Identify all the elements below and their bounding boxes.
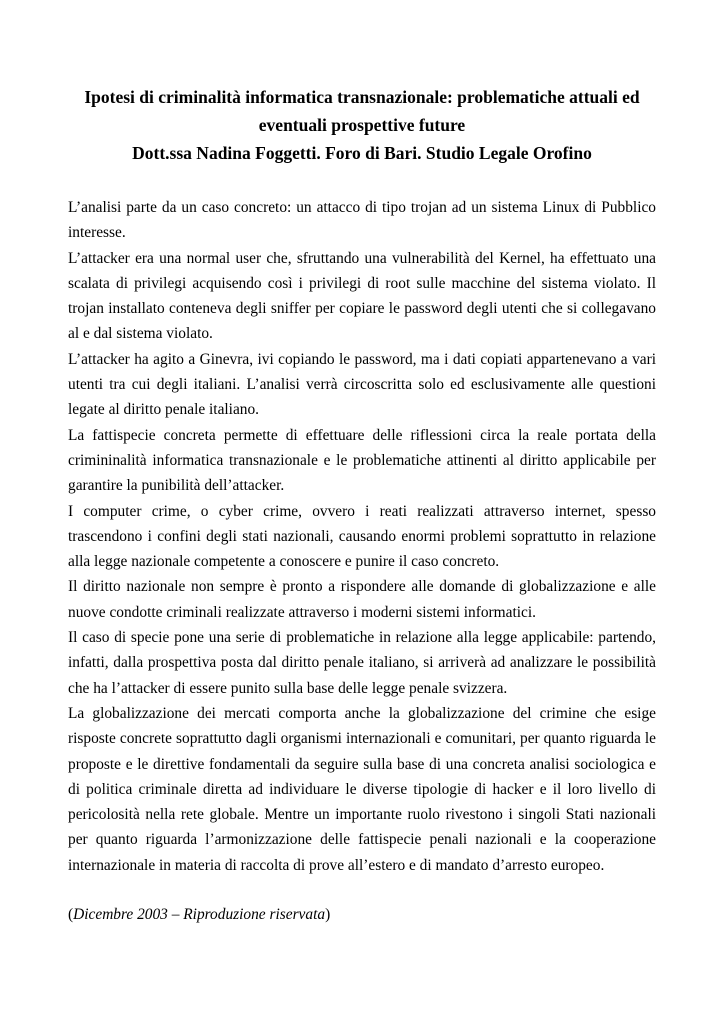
date-open-paren: ( bbox=[68, 906, 74, 923]
body-text bbox=[68, 195, 656, 878]
paragraph-4: La fattispecie concreta permette di effettuare delle riflessioni circa la reale portata della crimininalità informatica transnazionale e le problematiche attinenti al diritto applicabile per garantire la punibilità dell’attacker. bbox=[68, 426, 656, 495]
author-line: Dott.ssa Nadina Foggetti. Foro di Bari. Studio Legale Orofino bbox=[132, 143, 592, 163]
date-close-paren: ) bbox=[325, 906, 331, 923]
paragraph-7: Il caso di specie pone una serie di problematiche in relazione alla legge applicabile: partendo, infatti, dalla prospettiva posta dal diritto penale italiano, si arriverà ad analizzare le possibilità che ha l’attacker di essere punito sulla base delle legge penale svizzera. bbox=[68, 629, 656, 697]
paragraph-2: L’attacker era una normal user che, sfruttando una vulnerabilità del Kernel, ha effettuato una scalata di privilegi acquisendo così i privilegi di root sulle macchine del sistema violato. Il trojan installato conteneva degli sniffer per copiare le password degli utenti che si collegavano al e dal sistema violato. bbox=[68, 249, 656, 343]
paragraph-8: La globalizzazione dei mercati comporta anche la globalizzazione del crimine che esige risposte concrete soprattutto dagli organismi internazionali e comunitari, per quanto riguarda le proposte e le direttive fondamentali da seguire sulla base di una concreta analisi sociologica e di politica criminale diretta ad individuare le diverse tipologie di hacker e il loro livello di pericolosità nella rete globale. Mentre un importante ruolo rivestono i singoli Stati nazionali per quanto riguarda l’armonizzazione delle fattispecie penali nazionali e la cooperazione internazionale in materia di raccolta di prove all’estero e di mandato d’arresto europeo. bbox=[68, 704, 656, 874]
paragraph-6: Il diritto nazionale non sempre è pronto a rispondere alle domande di globalizzazione e alle nuove condotte criminali realizzate attraverso i moderni sistemi informatici. bbox=[68, 578, 656, 621]
paragraph-3: L’attacker ha agito a Ginevra, ivi copiando le password, ma i dati copiati appartenevano a vari utenti tra cui degli italiani. L’analisi verrà circoscritta solo ed esclusivamente alle questioni legate al diritto penale italiano. bbox=[68, 350, 656, 419]
title-line-2: eventuali prospettive future bbox=[258, 115, 466, 135]
date-note bbox=[68, 902, 330, 927]
title-line-1: Ipotesi di criminalità informatica transnazionale: problematiche attuali ed bbox=[84, 87, 640, 107]
date-text: Dicembre 2003 – Riproduzione riservata bbox=[73, 906, 326, 923]
paragraph-1: L’analisi parte da un caso concreto: un attacco di tipo trojan ad un sistema Linux di Pubblico interesse. bbox=[68, 199, 656, 242]
paragraph-5: I computer crime, o cyber crime, ovvero i reati realizzati attraverso internet, spesso trascendono i confini degli stati nazionali, causando enormi problemi soprattutto in relazione alla legge nazionale competente a conoscere e punire il caso concreto. bbox=[68, 502, 656, 571]
title-block bbox=[60, 83, 664, 167]
